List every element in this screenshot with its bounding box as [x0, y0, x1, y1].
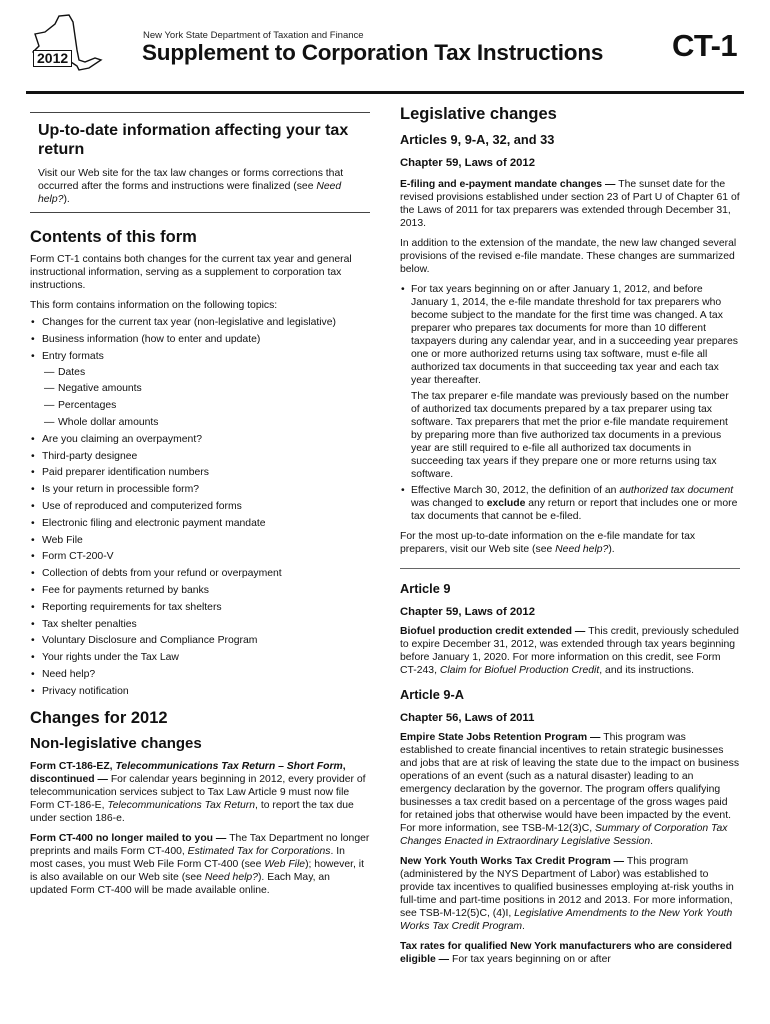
list-item: • Use of reproduced and computerized forms — [30, 500, 370, 513]
contents-intro: Form CT-1 contains both changes for the current tax year and general instructional information, serving as a supplement to corporation tax instructions. — [30, 254, 352, 291]
list-item: — Negative amounts — [42, 382, 370, 395]
list-item: • Are you claiming an overpayment? — [30, 433, 370, 446]
youth-works-paragraph: New York Youth Works Tax Credit Program — This program (administered by the NYS Department of Labor) was established to provide tax incentives to qualified businesses employing at-risk youths in full-time and part-time positions in 2012 and 2013. For more information, see TSB-M-12(5)C, (4)I, Legislative Amendments to the New York Youth Works Tax Credit Program. — [400, 856, 734, 932]
changes-heading: Changes for 2012 — [30, 708, 168, 727]
article9a-heading: Article 9-A — [400, 687, 465, 702]
list-item: • Collection of debts from your refund or overpayment — [30, 567, 370, 580]
list-item: • Is your return in processible form? — [30, 483, 370, 496]
notice-text: Visit our Web site for the tax law changes or forms corrections that occurred after the forms and instructions were finalized (see Need help?). — [38, 168, 344, 205]
topics-list — [30, 316, 370, 698]
list-item: — Dates — [42, 366, 370, 379]
chapter-heading: Chapter 59, Laws of 2012 — [400, 157, 535, 169]
header-divider — [26, 91, 744, 94]
right-column — [400, 104, 740, 973]
list-item: • Changes for the current tax year (non-legislative and legislative) — [30, 316, 370, 329]
article9-chapter: Chapter 59, Laws of 2012 — [400, 606, 535, 618]
list-item: • Your rights under the Tax Law — [30, 651, 370, 664]
department-name: New York State Department of Taxation and Finance — [143, 30, 364, 41]
list-item: • Third-party designee — [30, 450, 370, 463]
list-item: • Entry formats — Dates — Negative amounts — Percentages — Whole dollar amounts — [30, 350, 370, 429]
list-item: — Percentages — [42, 399, 370, 412]
list-item: • Effective March 30, 2012, the definition of an authorized tax document was changed to exclude any return or report that includes one or more tax documents that cannot be e-filed. — [400, 484, 740, 523]
list-item: • Need help? — [30, 668, 370, 681]
list-item: • Fee for payments returned by banks — [30, 584, 370, 597]
list-item: • Form CT-200-V — [30, 550, 370, 563]
manufacturers-rates-paragraph: Tax rates for qualified New York manufacturers who are considered eligible — For tax years beginning on or after — [400, 941, 733, 965]
extension-paragraph: In addition to the extension of the mandate, the new law changed several provisions of the revised e-file mandate. These changes are summarized below. — [400, 238, 737, 275]
form-id: CT-1 — [672, 28, 738, 63]
list-item: • Tax shelter penalties — [30, 618, 370, 631]
notice-box — [30, 112, 370, 213]
topics-intro: This form contains information on the following topics: — [30, 300, 278, 311]
articles-heading: Articles 9, 9-A, 32, and 33 — [400, 132, 555, 147]
nonlegislative-heading: Non-legislative changes — [30, 734, 202, 752]
ct400-paragraph: Form CT-400 no longer mailed to you — The Tax Department no longer preprints and mails Form CT-400, Estimated Tax for Corporations. In most cases, you must Web File Form CT-400 (see Web File); however, it is also available on our Web site (see Need help?). Each May, an updated Form CT-400 will be made available online. — [30, 832, 370, 896]
list-item: • Reporting requirements for tax shelters — [30, 601, 370, 614]
jobs-retention-paragraph: Empire State Jobs Retention Program — This program was established to create financial incentives to retain strategic businesses and jobs that are at risk of leaving the state due to the impact on business operations of an event (such as a natural disaster) leading to an emergency declaration by the governor. The program offers qualifying businesses a tax credit based on a percentage of the gross wages paid for retained jobs that otherwise would have been impacted by the event. For more information, see TSB-M-12(3)C, Summary of Corporation Tax Changes Enacted in Extraordinary Legislative Session. — [400, 732, 740, 847]
left-column — [30, 112, 370, 904]
article9a-chapter: Chapter 56, Laws of 2011 — [400, 712, 535, 724]
list-item: • Web File — [30, 534, 370, 547]
legislative-heading: Legislative changes — [400, 105, 557, 123]
entry-formats-list — [42, 366, 370, 429]
list-item: — Whole dollar amounts — [42, 416, 370, 429]
list-item: • Electronic filing and electronic payment mandate — [30, 517, 370, 530]
efile-closing-paragraph: For the most up-to-date information on the e-file mandate for tax preparers, visit our Web site (see Need help?). — [400, 531, 696, 555]
ct186-paragraph: Form CT-186-EZ, Telecommunications Tax Return – Short Form, discontinued — For calendar years beginning in 2012, every provider of telecommunication services subject to Tax Law Article 9 must now file Form CT-186-E, Telecommunications Tax Return, to report the tax due under section 186-e. — [30, 760, 366, 824]
page-title: Supplement to Corporation Tax Instructions — [142, 40, 604, 65]
list-item: • Business information (how to enter and update) — [30, 333, 370, 346]
list-item: • Voluntary Disclosure and Compliance Program — [30, 634, 370, 647]
contents-heading: Contents of this form — [30, 228, 197, 246]
section-divider — [400, 568, 740, 569]
biofuel-paragraph: Biofuel production credit extended — This credit, previously scheduled to expire December 31, 2012, was extended through tax years beginning before January 1, 2020. For more information on this credit, see Form CT-243, Claim for Biofuel Production Credit, and its instructions. — [400, 626, 739, 676]
year-badge: 2012 — [33, 50, 72, 67]
efile-paragraph: E-filing and e-payment mandate changes — The sunset date for the revised provisions established under section 23 of Part U of Chapter 61 of the Laws of 2011 for tax preparers was extended through December 31, 2013. — [400, 179, 740, 229]
list-item: • Paid preparer identification numbers — [30, 466, 370, 479]
article9-heading: Article 9 — [400, 581, 451, 596]
list-item: • For tax years beginning on or after January 1, 2012, and before January 1, 2014, the e-file mandate threshold for tax preparers who become subject to the mandate for the first time was changed. A tax preparer who prepares tax documents for more than 10 different taxpayers during any calendar year, and in a succeeding year prepares one or more authorized returns using tax software, must e-file all authorized tax documents in that succeeding tax year and each tax year thereafter. The tax preparer e-file mandate was previously based on the number of authorized tax documents prepared by a tax preparer using tax software. Tax preparers that met the prior e-file mandate requirement by preparing more than five authorized tax documents in a previous year are still required to e-file all authorized tax documents in succeeding tax years if they prepare one or more returns using tax software. — [400, 283, 740, 481]
notice-heading: Up-to-date information affecting your tax return — [38, 122, 349, 158]
list-item: • Privacy notification — [30, 685, 370, 698]
need-help-link[interactable]: Need help? — [38, 181, 342, 205]
nys-year-logo — [25, 12, 105, 74]
efile-changes-list — [400, 283, 740, 523]
